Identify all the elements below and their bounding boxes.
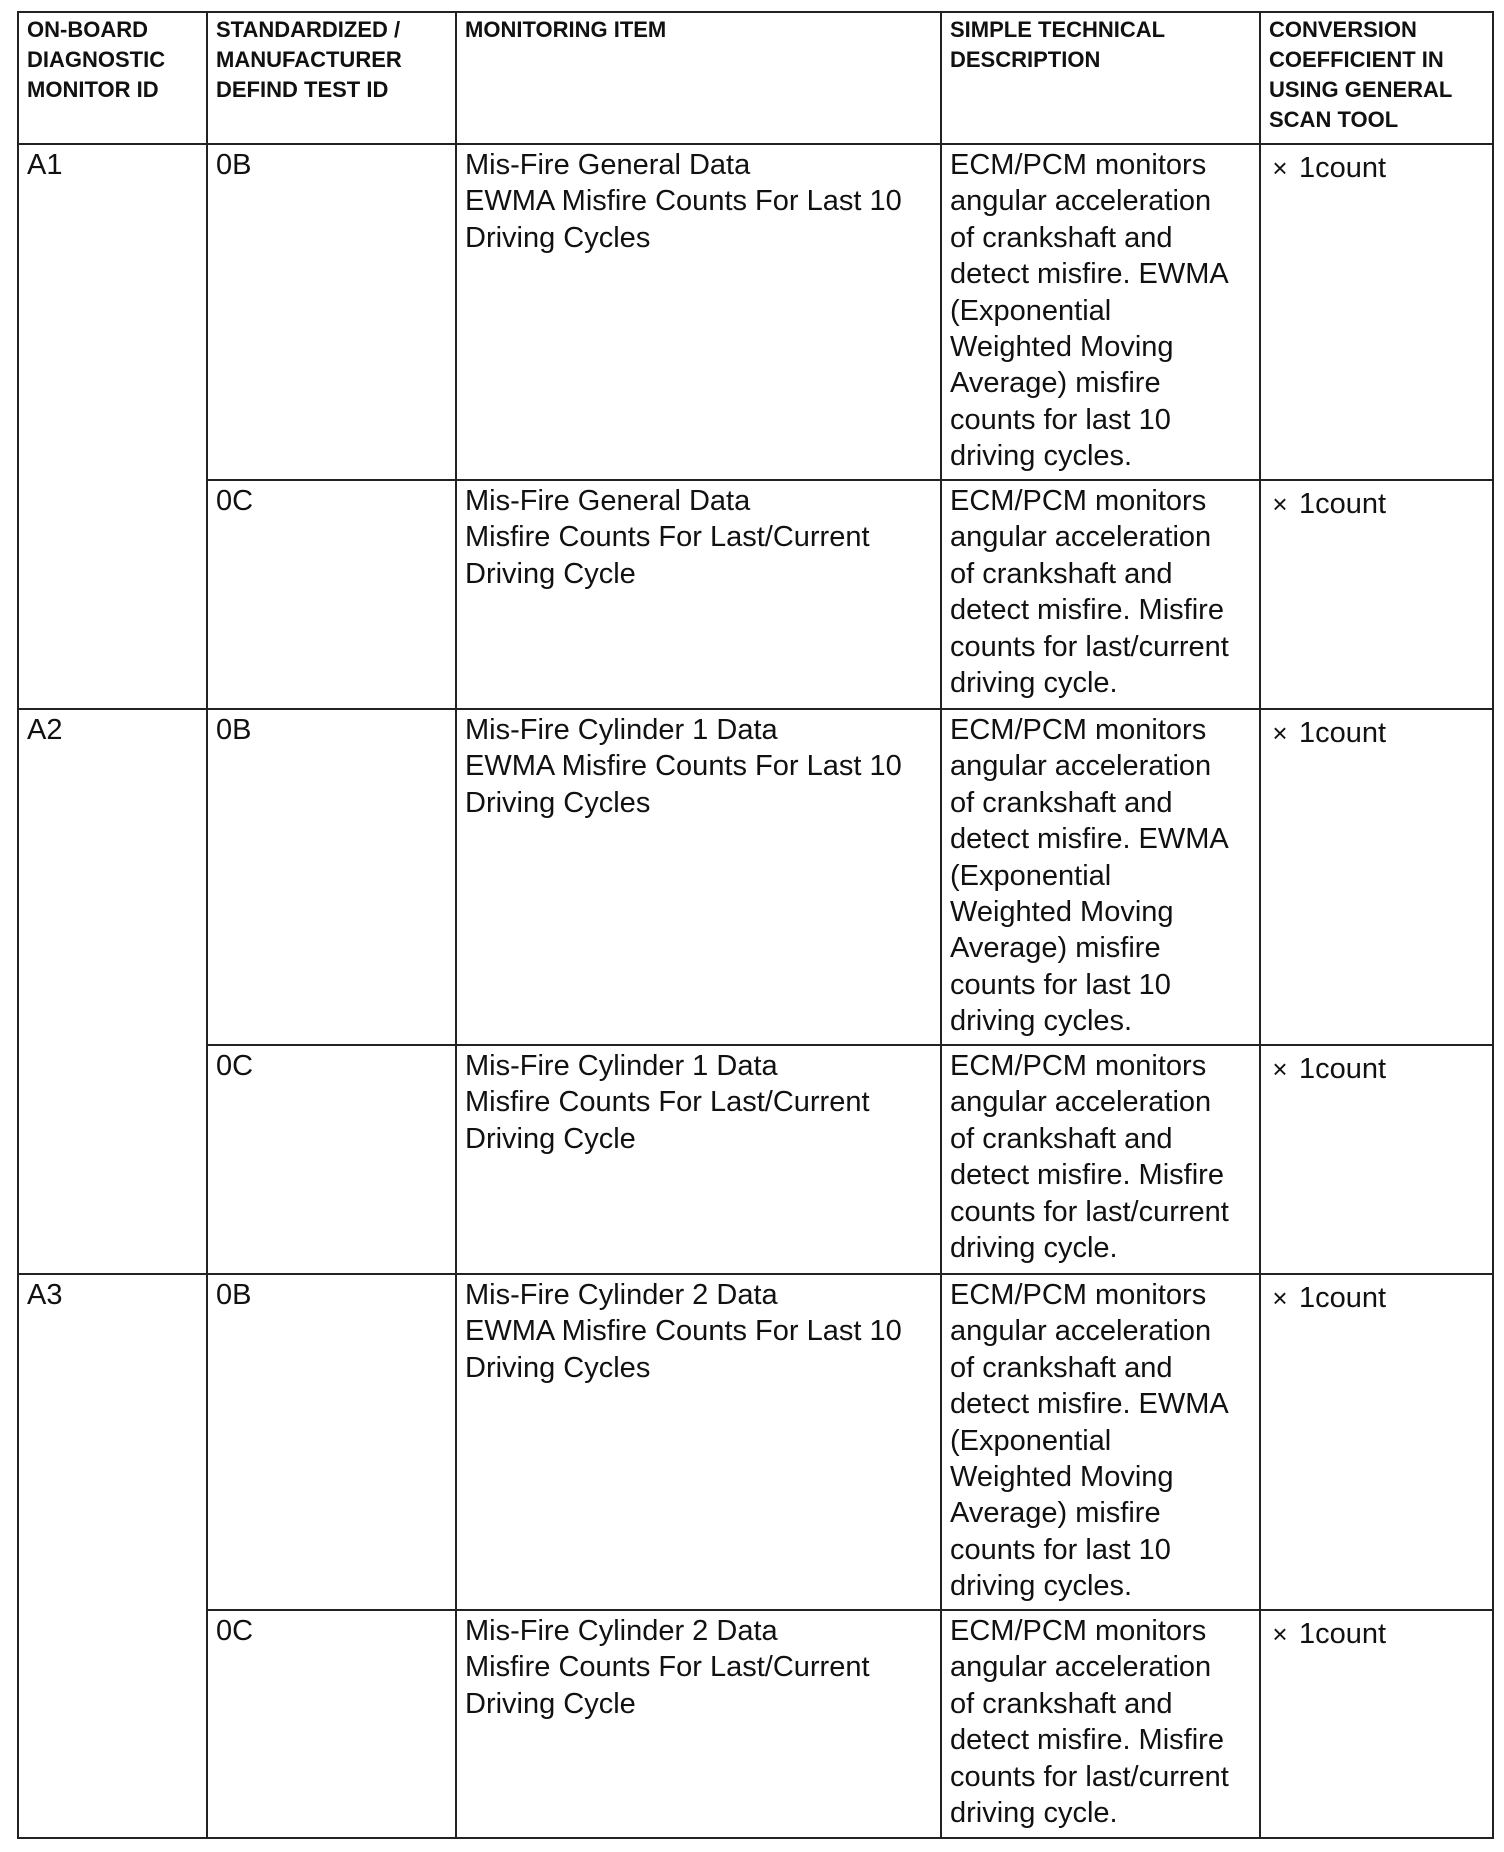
coefficient-cell [1260, 1274, 1493, 1610]
header-conversion-coefficient: CONVERSION COEFFICIENT IN USING GENERAL SCAN TOOL [1260, 12, 1493, 144]
test-id-cell: 0B [207, 144, 456, 480]
coefficient-value: 1count [1299, 1618, 1387, 1650]
description-cell: ECM/PCM monitors angular acceleration of crankshaft and detect misfire. EWMA (Exponential Weighted Moving Average) misfire counts for last 10 driving cycles. [941, 1274, 1260, 1610]
table-row [18, 1274, 1493, 1610]
multiply-icon: × [1272, 1054, 1288, 1085]
coefficient-cell [1260, 709, 1493, 1045]
monitoring-item-cell: Mis-Fire General Data EWMA Misfire Counts For Last 10 Driving Cycles [456, 144, 941, 480]
description-cell: ECM/PCM monitors angular acceleration of crankshaft and detect misfire. Misfire counts for last/current driving cycle. [941, 1610, 1260, 1838]
document-page [17, 11, 1494, 1839]
description-cell: ECM/PCM monitors angular acceleration of crankshaft and detect misfire. EWMA (Exponential Weighted Moving Average) misfire counts for last 10 driving cycles. [941, 709, 1260, 1045]
description-cell: ECM/PCM monitors angular acceleration of crankshaft and detect misfire. EWMA (Exponential Weighted Moving Average) misfire counts for last 10 driving cycles. [941, 144, 1260, 480]
table-row [18, 480, 1493, 709]
multiply-icon: × [1272, 153, 1288, 184]
monitoring-item-cell: Mis-Fire Cylinder 1 Data Misfire Counts For Last/Current Driving Cycle [456, 1045, 941, 1274]
table-row [18, 144, 1493, 480]
table-row [18, 1610, 1493, 1838]
multiply-icon: × [1272, 1283, 1288, 1314]
description-cell: ECM/PCM monitors angular acceleration of crankshaft and detect misfire. Misfire counts for last/current driving cycle. [941, 480, 1260, 709]
description-cell: ECM/PCM monitors angular acceleration of crankshaft and detect misfire. Misfire counts for last/current driving cycle. [941, 1045, 1260, 1274]
monitoring-item-cell: Mis-Fire Cylinder 1 Data EWMA Misfire Counts For Last 10 Driving Cycles [456, 709, 941, 1045]
monitor-id-cell: A2 [18, 709, 207, 1274]
test-id-cell: 0C [207, 1610, 456, 1838]
monitoring-item-cell: Mis-Fire Cylinder 2 Data Misfire Counts For Last/Current Driving Cycle [456, 1610, 941, 1838]
monitor-id-cell: A3 [18, 1274, 207, 1838]
multiply-icon: × [1272, 1619, 1288, 1650]
monitoring-item-cell: Mis-Fire Cylinder 2 Data EWMA Misfire Counts For Last 10 Driving Cycles [456, 1274, 941, 1610]
coefficient-cell [1260, 1610, 1493, 1838]
test-id-cell: 0C [207, 1045, 456, 1274]
header-test-id: STANDARDIZED / MANUFACTURER DEFIND TEST ID [207, 12, 456, 144]
coefficient-value: 1count [1299, 152, 1387, 184]
header-row [18, 12, 1493, 144]
coefficient-value: 1count [1299, 1053, 1387, 1085]
coefficient-value: 1count [1299, 1282, 1387, 1314]
test-id-cell: 0B [207, 1274, 456, 1610]
test-id-cell: 0B [207, 709, 456, 1045]
monitoring-item-cell: Mis-Fire General Data Misfire Counts For Last/Current Driving Cycle [456, 480, 941, 709]
monitor-id-cell: A1 [18, 144, 207, 709]
multiply-icon: × [1272, 489, 1288, 520]
coefficient-value: 1count [1299, 717, 1387, 749]
header-monitoring-item: MONITORING ITEM [456, 12, 941, 144]
multiply-icon: × [1272, 718, 1288, 749]
coefficient-cell [1260, 144, 1493, 480]
test-id-cell: 0C [207, 480, 456, 709]
obd-monitor-table [17, 11, 1494, 1839]
header-monitor-id: ON-BOARD DIAGNOSTIC MONITOR ID [18, 12, 207, 144]
table-row [18, 1045, 1493, 1274]
coefficient-cell [1260, 1045, 1493, 1274]
coefficient-value: 1count [1299, 488, 1387, 520]
table-row [18, 709, 1493, 1045]
coefficient-cell [1260, 480, 1493, 709]
header-description: SIMPLE TECHNICAL DESCRIPTION [941, 12, 1260, 144]
